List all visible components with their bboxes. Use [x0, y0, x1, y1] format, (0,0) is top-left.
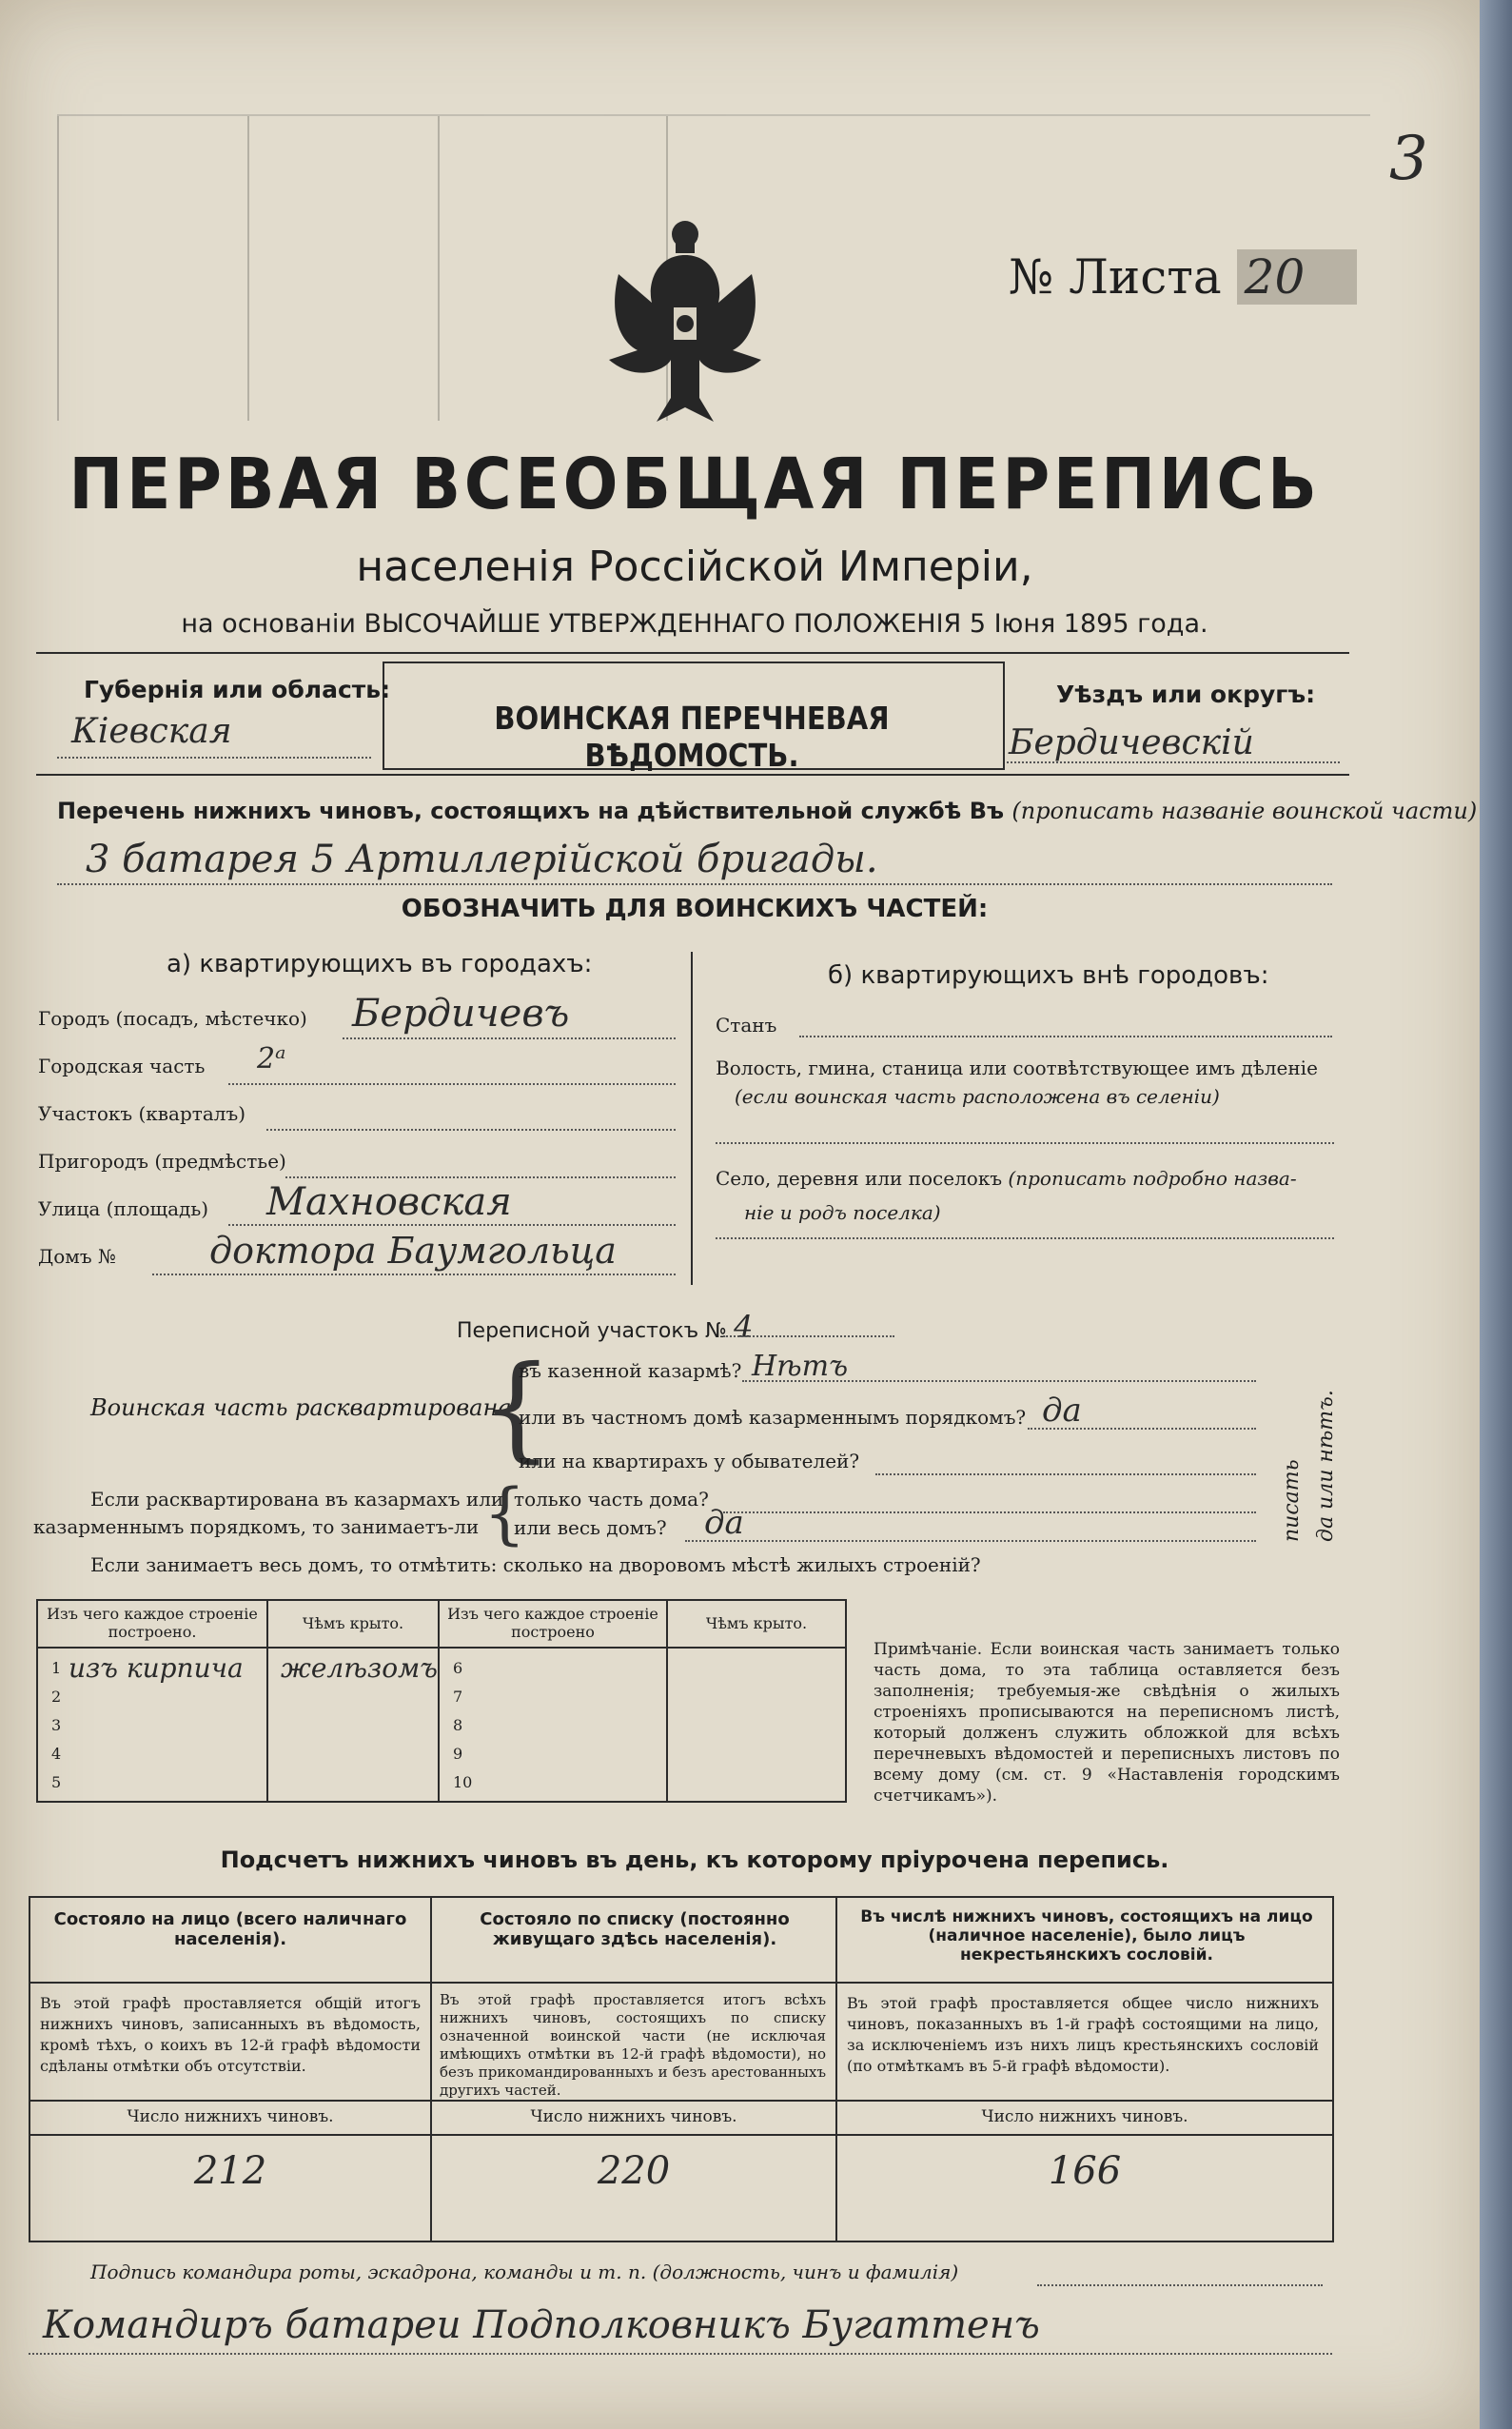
count2-value: 220 — [597, 2149, 671, 2193]
field-street-label: Улица (площадь) — [38, 1197, 209, 1220]
side-note — [1275, 1371, 1344, 1542]
field-house-value: доктора Баумгольца — [209, 1230, 617, 1272]
counts-table — [29, 1896, 1334, 2242]
row1-roof: желѣзомъ — [281, 1652, 438, 1684]
quartering-label: Воинская часть расквартирована — [90, 1394, 512, 1421]
row-num: 1 — [51, 1659, 62, 1677]
province-label: Губернія или область: — [84, 676, 391, 703]
field-part-label: Городская часть — [38, 1055, 206, 1077]
sheet-number — [1009, 249, 1357, 305]
count3-desc: Въ этой графѣ проставляется общее число нижнихъ чиновъ, показанныхъ въ 1-й графѣ состоящими на лицо, за исключеніемъ изъ нихъ лицъ крестьянскихъ сословій (по отмѣткамъ въ 5-й графѣ вѣдомости). — [847, 1994, 1319, 2075]
page-number: 3 — [1389, 124, 1428, 194]
unit-intro-text: Перечень нижнихъ чиновъ, состоящихъ на дѣйствительной службѣ Въ — [57, 798, 1005, 824]
field-street-value: Махновская — [266, 1180, 512, 1224]
form-title: ПЕРВАЯ ВСЕОБЩАЯ ПЕРЕПИСЬ — [69, 444, 1321, 525]
census-area-label: Переписной участокъ № — [457, 1319, 728, 1343]
row-num: 10 — [453, 1773, 473, 1791]
row-num: 5 — [51, 1773, 62, 1791]
quartering-q2: или въ частномъ домѣ казарменнымъ порядкомъ? — [519, 1406, 1027, 1429]
quartering-q1: въ казенной казармѣ? — [519, 1359, 742, 1382]
count1-value: 212 — [193, 2149, 267, 2193]
row-num: 9 — [453, 1745, 463, 1763]
indicate-header: ОБОЗНАЧИТЬ ДЛЯ ВОИНСКИХЪ ЧАСТЕЙ: — [401, 895, 989, 923]
field-city-label: Городъ (посадъ, мѣстечко) — [38, 1007, 307, 1030]
buildings-col4-header: Чѣмъ крыто. — [705, 1614, 808, 1632]
signature-value: Командиръ батареи Подполковникъ Бугаттенъ — [43, 2303, 1040, 2347]
row-num: 7 — [453, 1688, 463, 1706]
count3-head: Въ числѣ нижнихъ чиновъ, состоящихъ на лицо (наличное населеніе), было лицъ некрестьянскихъ сословій. — [860, 1907, 1313, 1965]
form-subtitle: населенія Россійской Имперіи, — [356, 543, 1033, 591]
district-label: Уѣздъ или округъ: — [1056, 681, 1316, 708]
row-num: 6 — [453, 1659, 463, 1677]
quartering-q3: или на квартирахъ у обывателей? — [519, 1450, 860, 1472]
buildings-col1-header: Изъ чего каждое строеніе построено. — [47, 1605, 258, 1641]
volost-label: Волость, гмина, станица или соотвѣтствующее имъ дѣленіе — [716, 1057, 1318, 1079]
buildings-col3-header: Изъ чего каждое строеніе построено — [447, 1605, 658, 1641]
district-value: Бердичевскій — [1009, 723, 1254, 762]
buildings-table — [36, 1599, 847, 1803]
buildings-rows-right — [453, 1654, 472, 1797]
barracks-line1: Если расквартирована въ казармахъ или — [90, 1488, 504, 1511]
barracks-q2: или весь домъ? — [514, 1516, 667, 1539]
sheet-number-value: 20 — [1237, 249, 1357, 305]
count3-value: 166 — [1048, 2149, 1122, 2193]
barracks-brace: { — [483, 1474, 526, 1552]
side-note-line2: да или нѣтъ. — [1314, 1390, 1338, 1542]
row1-material: изъ кирпича — [69, 1652, 244, 1684]
row-num: 4 — [51, 1745, 62, 1763]
whole-house-question: Если занимаетъ весь домъ, то отмѣтить: сколько на дворовомъ мѣстѣ жилыхъ строеній? — [90, 1553, 981, 1576]
quartering-a2: да — [1042, 1392, 1082, 1430]
field-suburb-label: Пригородъ (предмѣстье) — [38, 1150, 286, 1173]
row-num: 2 — [51, 1688, 62, 1706]
field-block-label: Участокъ (кварталъ) — [38, 1102, 245, 1125]
side-note-line1: писать — [1280, 1459, 1304, 1542]
quartering-a1: Нѣтъ — [752, 1350, 849, 1383]
stan-label: Станъ — [716, 1014, 777, 1037]
left-header: а) квартирующихъ въ городахъ: — [167, 950, 593, 978]
page-edge — [1480, 0, 1512, 2429]
count1-desc: Въ этой графѣ проставляется общій итогъ нижнихъ чиновъ, записанныхъ въ вѣдомость, кромѣ тѣхъ, о коихъ въ 12-й графѣ вѣдомости сдѣланы отмѣтки объ отсутствіи. — [40, 1994, 421, 2075]
selo-text: Село, деревня или поселокъ — [716, 1167, 1003, 1190]
selo-hint-2: ніе и родъ поселка) — [744, 1201, 941, 1224]
sheet-number-label: № Листа — [1009, 249, 1222, 305]
quartering-brace: { — [481, 1342, 554, 1474]
field-city-value: Бердичевъ — [352, 992, 570, 1036]
buildings-remark: Примѣчаніе. Если воинская часть занимаетъ только часть дома, то эта таблица оставляется безъ заполненія; требуемыя-же свѣдѣнія о жилыхъ строеніяхъ прописываются на переписномъ листѣ, который долженъ служить обложкой для всѣхъ перечневыхъ вѣдомостей и переписныхъ листовъ по всему дому (см. ст. 9 «Наставленія городскимъ счетчикамъ»). — [874, 1640, 1340, 1806]
selo-label — [716, 1167, 1297, 1190]
count-header: Подсчетъ нижнихъ чиновъ въ день, къ которому пріурочена перепись. — [220, 1846, 1169, 1873]
count2-label: Число нижнихъ чиновъ. — [530, 2107, 737, 2126]
count3-label: Число нижнихъ чиновъ. — [981, 2107, 1188, 2126]
count2-desc: Въ этой графѣ проставляется итогъ всѣхъ нижнихъ чиновъ, состоящихъ по списку означенной воинской части (не исключая имѣющихъ отмѣтки въ 12-й графѣ вѣдомости), но безъ прикомандированныхъ и безъ арестованныхъ другихъ частей. — [440, 1991, 826, 2099]
volost-hint: (если воинская часть расположена въ селеніи) — [735, 1085, 1220, 1108]
imperial-eagle-emblem-icon — [599, 217, 771, 436]
column-divider — [691, 952, 693, 1285]
count2-head: Состояло по списку (постоянно живущаго здѣсь населенія). — [480, 1909, 790, 1949]
field-part-value: 2ᵃ — [257, 1042, 286, 1076]
selo-hint: (прописать подробно назва- — [1008, 1167, 1297, 1190]
province-value: Кіевская — [71, 712, 232, 751]
census-area-value: 4 — [734, 1309, 754, 1345]
count1-label: Число нижнихъ чиновъ. — [127, 2107, 334, 2126]
buildings-col2-header: Чѣмъ крыто. — [302, 1614, 404, 1632]
barracks-q1: только часть дома? — [514, 1488, 709, 1511]
row-num: 8 — [453, 1716, 463, 1734]
voinskaya-form-title: ВОИНСКАЯ ПЕРЕЧНЕВАЯ ВѢДОМОСТЬ. — [494, 700, 890, 774]
field-house-label: Домъ № — [38, 1245, 116, 1268]
census-area — [457, 1309, 753, 1345]
barracks-a2: да — [704, 1504, 744, 1542]
right-header: б) квартирующихъ внѣ городовъ: — [828, 961, 1269, 990]
unit-value: 3 батарея 5 Артиллерійской бригады. — [86, 838, 878, 881]
unit-intro — [57, 798, 1477, 824]
buildings-rows-left — [51, 1654, 61, 1797]
barracks-line2: казарменнымъ порядкомъ, то занимаетъ-ли — [33, 1515, 480, 1538]
signature-label: Подпись командира роты, эскадрона, команды и т. п. (должность, чинъ и фамилія) — [90, 2261, 959, 2283]
row-num: 3 — [51, 1716, 62, 1734]
count1-head: Состояло на лицо (всего наличнаго населенія). — [53, 1909, 407, 1949]
unit-hint: (прописать названіе воинской части) — [1011, 798, 1478, 824]
form-basis: на основаніи ВЫСОЧАЙШЕ УТВЕРЖДЕННАГО ПОЛОЖЕНІЯ 5 Іюня 1895 года. — [181, 609, 1208, 639]
